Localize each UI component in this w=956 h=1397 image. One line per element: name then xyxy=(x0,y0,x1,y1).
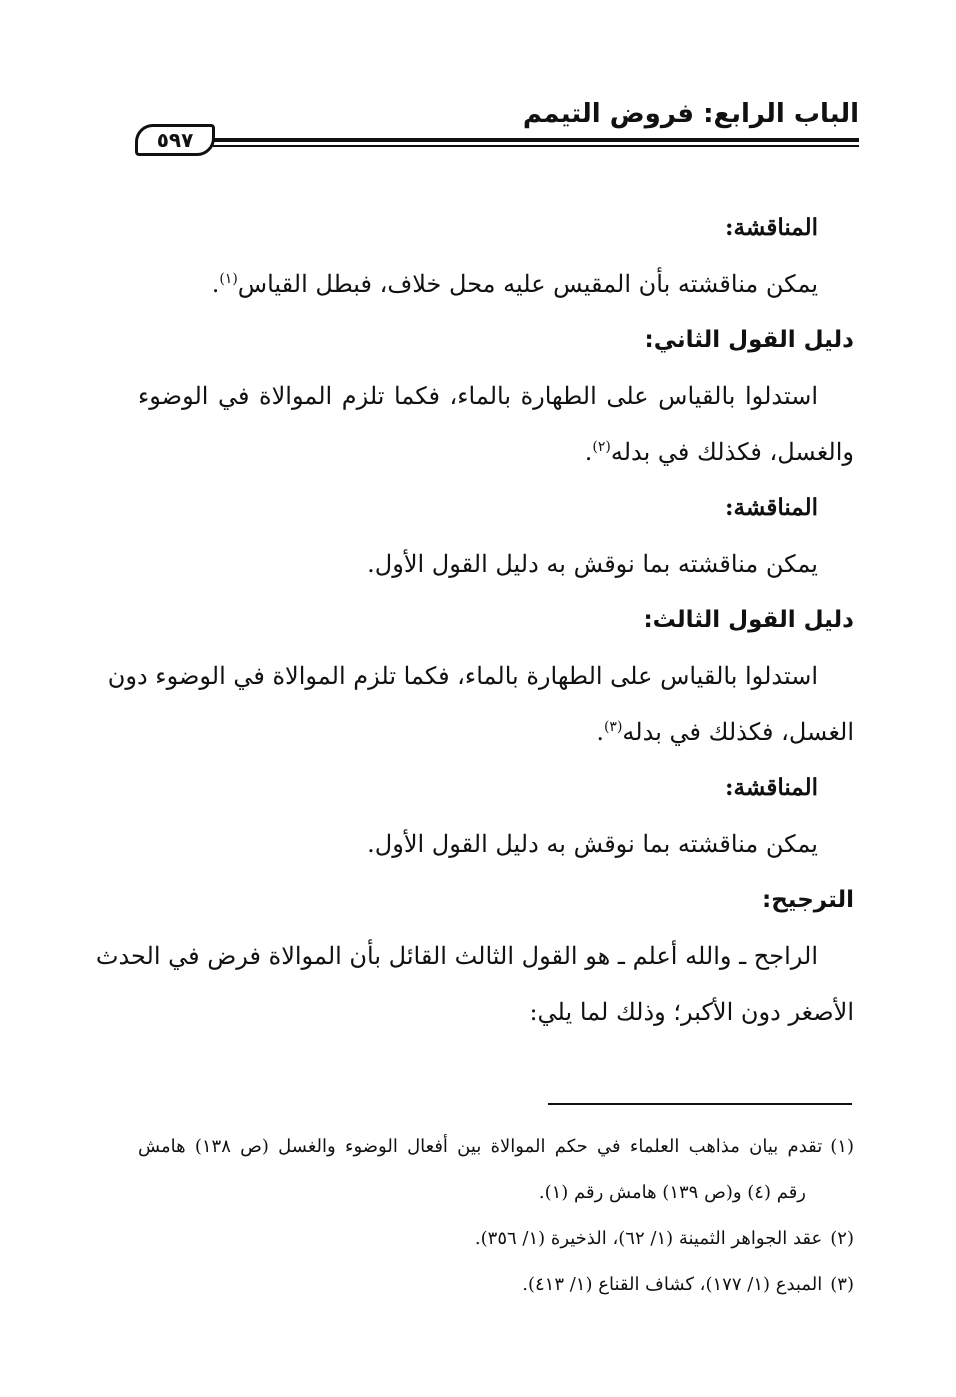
footnote-3 xyxy=(138,1262,854,1308)
footnote-number: (٣) xyxy=(830,1274,854,1295)
footnote-text: عقد الجواهر الثمينة (١/ ٦٢)، الذخيرة (١/ ٣٥٦). xyxy=(474,1228,823,1249)
paragraph: يمكن مناقشته بما نوقش به دليل القول الأول. xyxy=(367,550,818,578)
paragraph-line: الأصغر دون الأكبر؛ وذلك لما يلي: xyxy=(529,998,854,1026)
paragraph-line: الراجح ـ والله أعلم ـ هو القول الثالث القائل بأن الموالاة فرض في الحدث xyxy=(95,942,818,970)
discussion-label: المناقشة: xyxy=(725,494,818,521)
header-rule-thin xyxy=(213,145,859,147)
paragraph-line: والغسل، فكذلك في بدله$^{(٢)}$. xyxy=(584,438,854,466)
section-heading: دليل القول الثاني: xyxy=(644,327,854,353)
paragraph: يمكن مناقشته بأن المقيس عليه محل خلاف، فبطل القياس$^{(١)}$. xyxy=(211,270,818,298)
page-number: ٥٩٧ xyxy=(135,124,215,156)
section-heading: الترجيح: xyxy=(762,887,854,913)
footnote-number: (١) xyxy=(830,1136,854,1157)
header-rule-thick xyxy=(213,138,859,142)
footnote-text: المبدع (١/ ١٧٧)، كشاف القناع (١/ ٤١٣). xyxy=(522,1274,823,1295)
paragraph: يمكن مناقشته بما نوقش به دليل القول الأول. xyxy=(367,830,818,858)
footnote-ref[interactable]: (٢) xyxy=(592,439,611,455)
running-header xyxy=(135,96,859,164)
footnote-ref[interactable]: (٣) xyxy=(603,719,623,735)
footnote-text: تقدم بيان مذاهب العلماء في حكم الموالاة بين أفعال الوضوء والغسل (ص ١٣٨) هامش xyxy=(138,1136,823,1157)
paragraph-line: استدلوا بالقياس على الطهارة بالماء، فكما تلزم الموالاة في الوضوء xyxy=(138,382,818,410)
paragraph-text: يمكن مناقشته بأن المقيس عليه محل خلاف، فبطل القياس xyxy=(237,270,818,298)
footnote-1-continuation: رقم (٤) و(ص ١٣٩) هامش رقم (١). xyxy=(538,1182,806,1203)
footnote-ref[interactable]: (١) xyxy=(219,271,238,287)
footnote-2 xyxy=(138,1216,854,1262)
paragraph-text: الغسل، فكذلك في بدله xyxy=(622,718,854,746)
discussion-label: المناقشة: xyxy=(725,774,818,801)
chapter-title: الباب الرابع: فروض التيمم xyxy=(522,99,859,129)
section-heading: دليل القول الثالث: xyxy=(643,607,854,633)
paragraph-line: الغسل، فكذلك في بدله$^{(٣)}$. xyxy=(596,718,854,746)
paragraph-line: استدلوا بالقياس على الطهارة بالماء، فكما تلزم الموالاة في الوضوء دون xyxy=(107,662,818,690)
footnote-1 xyxy=(138,1124,854,1170)
footnote-separator xyxy=(548,1103,852,1105)
discussion-label: المناقشة: xyxy=(725,214,818,241)
footnotes xyxy=(138,1124,854,1308)
paragraph-text: والغسل، فكذلك في بدله xyxy=(610,438,854,466)
footnote-number: (٢) xyxy=(830,1228,854,1249)
main-text xyxy=(95,200,854,1040)
